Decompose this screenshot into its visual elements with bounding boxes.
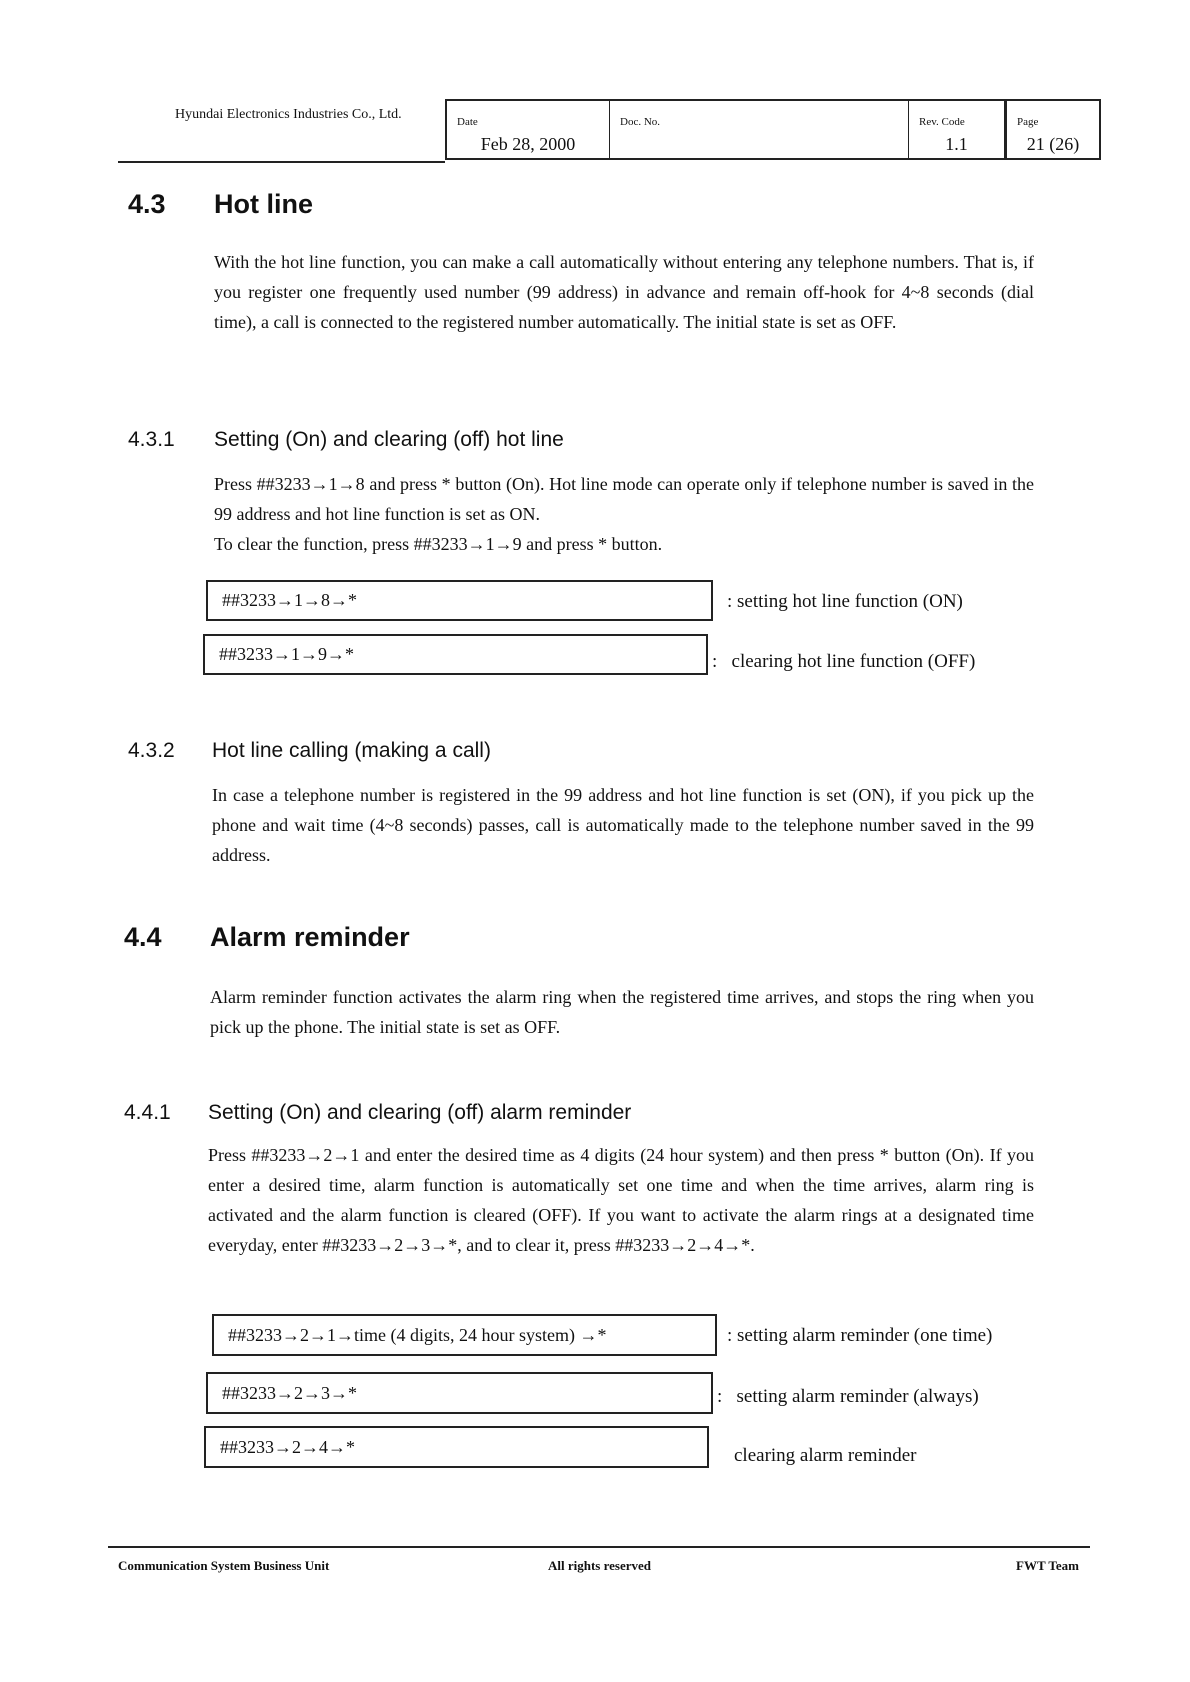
- alarm-always-desc: : setting alarm reminder (always): [717, 1386, 979, 1407]
- alarm-clear-desc: clearing alarm reminder: [734, 1445, 917, 1466]
- company-name: Hyundai Electronics Industries Co., Ltd.: [175, 107, 402, 122]
- section-4-3-1-title: Setting (On) and clearing (off) hot line: [214, 428, 564, 451]
- page-cell: [1005, 101, 1099, 158]
- section-4-3-2-body: In case a telephone number is registered in the 99 address and hot line function is set (ON), if you pick up the phone and wait time (4~8 seconds) passes, call is automatically made to the telephone number saved in the 99 address.: [212, 785, 1034, 865]
- footer-rule: [108, 1546, 1090, 1548]
- doc-no-label: Doc. No.: [620, 116, 661, 128]
- hotline-on-code-box: ##3233→1→8→*: [206, 580, 713, 621]
- section-4-4-1-title: Setting (On) and clearing (off) alarm reminder: [208, 1101, 632, 1124]
- section-4-3-title: Hot line: [214, 189, 313, 219]
- alarm-clear-code-box: ##3233→2→4→*: [204, 1426, 709, 1468]
- rev-code-cell: [909, 101, 1005, 158]
- section-4-4-number: 4.4: [124, 922, 162, 952]
- section-4-3-2-title: Hot line calling (making a call): [212, 739, 491, 762]
- section-4-3-1-body: Press ##3233→1→8 and press * button (On). Hot line mode can operate only if telephone number is saved in the 99 address and hot line function is set as ON.: [214, 474, 1034, 524]
- header-rule: [118, 161, 445, 163]
- alarm-once-desc: : setting alarm reminder (one time): [727, 1325, 993, 1346]
- footer-right: FWT Team: [1016, 1558, 1079, 1573]
- date-value: Feb 28, 2000: [480, 134, 576, 154]
- page-value: 21 (26): [1026, 134, 1080, 154]
- date-label: Date: [457, 116, 478, 128]
- date-cell: [447, 101, 610, 158]
- section-4-4-1-body: Press ##3233→2→1 and enter the desired time as 4 digits (24 hour system) and then press * button (On). If you enter a desired time, alarm function is automatically set one time and when the time arrives, alarm ring is activated and the alarm function is cleared (OFF). If you want to activate the alarm rings at a designated time everyday, enter ##3233→2→3→*, and to clear it, press ##3233→2→4→*.: [208, 1145, 1034, 1255]
- section-4-3-1-body-clear: To clear the function, press ##3233→1→9 and press * button.: [214, 534, 663, 554]
- alarm-once-code-box: ##3233→2→1→time (4 digits, 24 hour system) →*: [212, 1314, 717, 1356]
- section-4-4-1-number: 4.4.1: [124, 1101, 171, 1124]
- doc-no-cell: [610, 101, 909, 158]
- section-4-4-title: Alarm reminder: [210, 922, 410, 952]
- section-4-3-1-number: 4.3.1: [128, 428, 175, 451]
- footer-left: Communication System Business Unit: [118, 1558, 330, 1573]
- section-4-3-number: 4.3: [128, 189, 166, 219]
- hotline-on-desc: : setting hot line function (ON): [727, 591, 963, 612]
- alarm-always-code-box: ##3233→2→3→*: [206, 1372, 713, 1414]
- rev-code-label: Rev. Code: [919, 116, 965, 128]
- hotline-off-desc: : clearing hot line function (OFF): [712, 651, 976, 672]
- section-4-4-body: Alarm reminder function activates the alarm ring when the registered time arrives, and stops the ring when you pick up the phone. The initial state is set as OFF.: [210, 987, 1034, 1037]
- rev-code-value: 1.1: [945, 134, 968, 154]
- header-table: [445, 99, 1101, 160]
- section-4-3-body: With the hot line function, you can make a call automatically without entering any telephone numbers. That is, if you register one frequently used number (99 address) in advance and remain off-hook for 4~8 seconds (dial time), a call is connected to the registered number automatically. The initial state is set as OFF.: [214, 252, 1034, 332]
- page-label: Page: [1017, 116, 1039, 128]
- footer-center: All rights reserved: [548, 1558, 652, 1573]
- hotline-off-code-box: ##3233→1→9→*: [203, 634, 708, 675]
- section-4-3-2-number: 4.3.2: [128, 739, 175, 762]
